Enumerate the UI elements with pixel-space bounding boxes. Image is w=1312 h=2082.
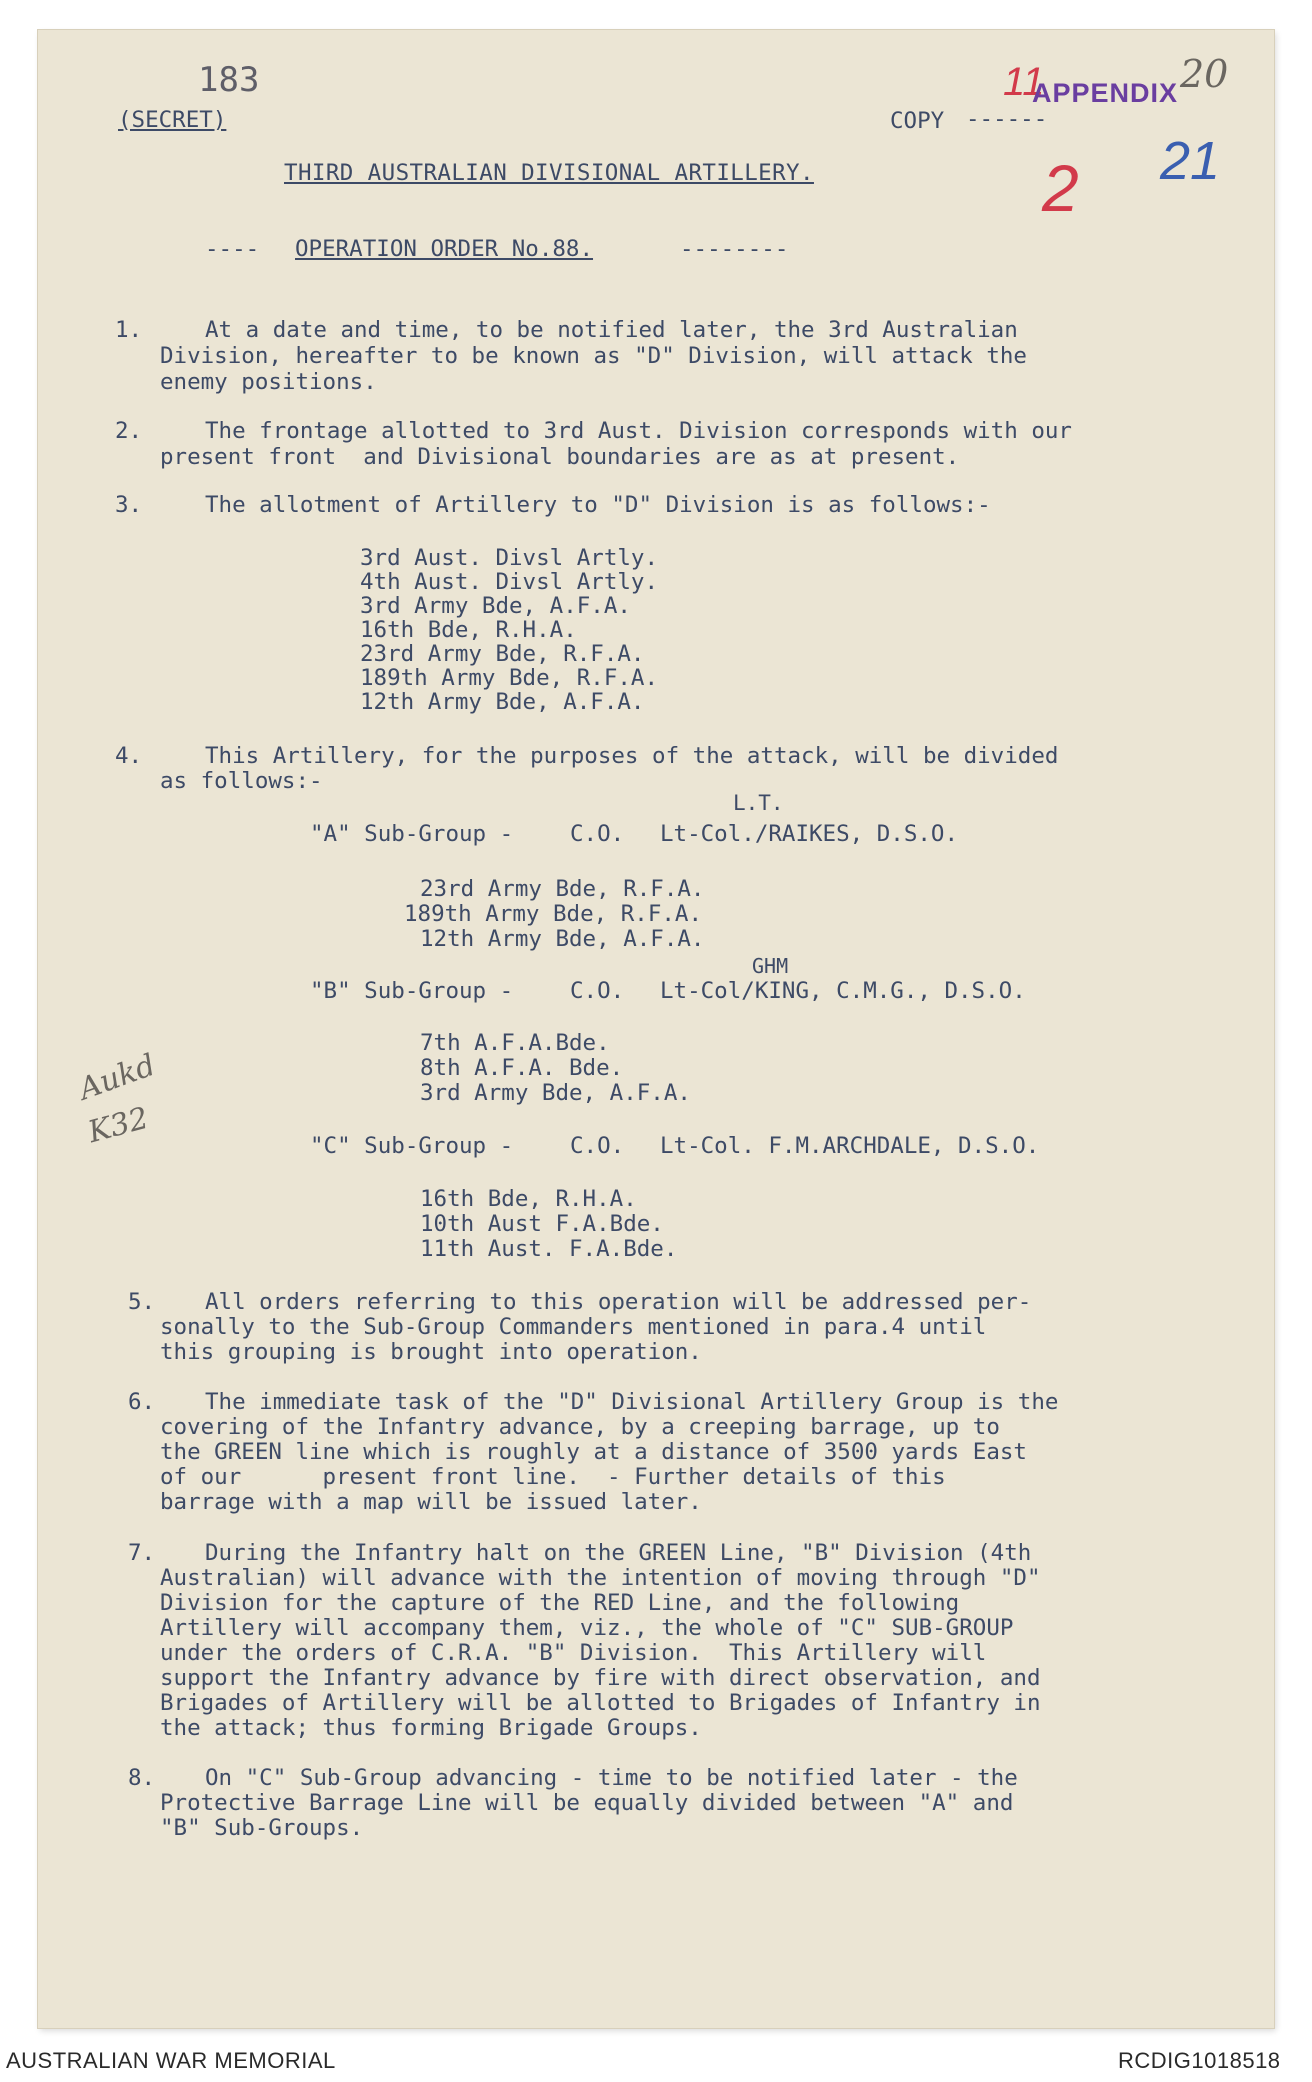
- red-numeral-top: 11: [1003, 60, 1045, 104]
- para-line: enemy positions.: [160, 369, 377, 395]
- subgroup-commander: Lt-Col/KING, C.M.G., D.S.O.: [660, 978, 1026, 1004]
- para-line: this grouping is brought into operation.: [160, 1339, 702, 1365]
- para-line: At a date and time, to be notified later, the 3rd Australian: [205, 317, 1018, 343]
- handwritten-insert: L.T.: [733, 791, 784, 815]
- para-line: The frontage allotted to 3rd Aust. Division corresponds with our: [205, 418, 1072, 444]
- document-title: THIRD AUSTRALIAN DIVISIONAL ARTILLERY.: [284, 160, 814, 186]
- subgroup-co: C.O.: [570, 1133, 625, 1159]
- para-line: Division for the capture of the RED Line, and the following: [160, 1590, 960, 1616]
- para-line: barrage with a map will be issued later.: [160, 1489, 702, 1515]
- blue-numeral: 21: [1160, 131, 1221, 191]
- subgroup-commander: Lt-Col./RAIKES, D.S.O.: [660, 821, 959, 847]
- margin-pencil-note: K32: [84, 1100, 153, 1151]
- para-line: covering of the Infantry advance, by a creeping barrage, up to: [160, 1414, 1000, 1440]
- para-line: Australian) will advance with the intention of moving through "D": [160, 1565, 1041, 1591]
- subgroup-label: "C" Sub-Group -: [310, 1133, 514, 1159]
- subgroup-unit: 12th Army Bde, A.F.A.: [420, 926, 705, 952]
- subgroup-unit: 23rd Army Bde, R.F.A.: [420, 876, 705, 902]
- copy-label: COPY: [890, 108, 945, 134]
- handwritten-insert: GHM: [752, 954, 789, 978]
- para-line: Artillery will accompany them, viz., the whole of "C" SUB-GROUP: [160, 1615, 1014, 1641]
- order-prefix: ----: [205, 236, 260, 262]
- para-number: 4.: [115, 743, 143, 769]
- footer-source: AUSTRALIAN WAR MEMORIAL: [6, 2048, 336, 2073]
- para-line: the GREEN line which is roughly at a distance of 3500 yards East: [160, 1439, 1027, 1465]
- para-number: 6.: [128, 1389, 156, 1415]
- allotment-item: 23rd Army Bde, R.F.A.: [360, 641, 645, 667]
- para-number: 3.: [115, 492, 143, 518]
- para-line: This Artillery, for the purposes of the attack, will be divided: [205, 743, 1059, 769]
- para-line: Brigades of Artillery will be allotted to Brigades of Infantry in: [160, 1690, 1041, 1716]
- pencil-numeral: 20: [1180, 52, 1229, 96]
- allotment-item: 12th Army Bde, A.F.A.: [360, 689, 645, 715]
- allotment-item: 16th Bde, R.H.A.: [360, 617, 577, 643]
- subgroup-unit: 3rd Army Bde, A.F.A.: [420, 1080, 691, 1106]
- para-line: Division, hereafter to be known as "D" Division, will attack the: [160, 343, 1027, 369]
- subgroup-unit: 16th Bde, R.H.A.: [420, 1186, 637, 1212]
- para-line: present front and Divisional boundaries are as at present.: [160, 444, 960, 470]
- subgroup-unit: 11th Aust. F.A.Bde.: [420, 1236, 678, 1262]
- subgroup-unit: 189th Army Bde, R.F.A.: [404, 901, 703, 927]
- subgroup-co: C.O.: [570, 821, 625, 847]
- para-line: as follows:-: [160, 768, 323, 794]
- subgroup-label: "A" Sub-Group -: [310, 821, 514, 847]
- para-line: sonally to the Sub-Group Commanders mentioned in para.4 until: [160, 1314, 987, 1340]
- subgroup-unit: 10th Aust F.A.Bde.: [420, 1211, 664, 1237]
- copy-blank: ------: [966, 106, 1048, 132]
- allotment-item: 3rd Aust. Divsl Artly.: [360, 545, 659, 571]
- para-line: The allotment of Artillery to "D" Division is as follows:-: [205, 492, 991, 518]
- order-suffix: --------: [680, 236, 789, 262]
- subgroup-commander: Lt-Col. F.M.ARCHDALE, D.S.O.: [660, 1133, 1040, 1159]
- para-number: 1.: [115, 317, 143, 343]
- para-line: under the orders of C.R.A. "B" Division. This Artillery will: [160, 1640, 987, 1666]
- allotment-item: 3rd Army Bde, A.F.A.: [360, 593, 631, 619]
- para-line: "B" Sub-Groups.: [160, 1815, 364, 1841]
- para-number: 8.: [128, 1765, 156, 1791]
- para-line: the attack; thus forming Brigade Groups.: [160, 1715, 702, 1741]
- secret-label: (SECRET): [118, 107, 227, 133]
- allotment-item: 189th Army Bde, R.F.A.: [360, 665, 659, 691]
- para-number: 5.: [128, 1289, 156, 1315]
- para-line: of our present front line. - Further details of this: [160, 1464, 946, 1490]
- appendix-stamp: APPENDIX: [1032, 78, 1179, 108]
- subgroup-label: "B" Sub-Group -: [310, 978, 514, 1004]
- para-line: The immediate task of the "D" Divisional Artillery Group is the: [205, 1389, 1059, 1415]
- para-line: All orders referring to this operation will be addressed per-: [205, 1289, 1032, 1315]
- para-line: On "C" Sub-Group advancing - time to be notified later - the: [205, 1765, 1018, 1791]
- footer-identifier: RCDIG1018518: [1118, 2048, 1281, 2073]
- para-line: support the Infantry advance by fire with direct observation, and: [160, 1665, 1041, 1691]
- para-line: During the Infantry halt on the GREEN Line, "B" Division (4th: [205, 1540, 1032, 1566]
- red-numeral: 2: [1042, 151, 1079, 225]
- subgroup-unit: 7th A.F.A.Bde.: [420, 1030, 610, 1056]
- subgroup-co: C.O.: [570, 978, 625, 1004]
- margin-pencil-note: Aukd: [74, 1047, 160, 1108]
- para-number: 7.: [128, 1540, 156, 1566]
- para-number: 2.: [115, 418, 143, 444]
- allotment-item: 4th Aust. Divsl Artly.: [360, 569, 659, 595]
- folio-number: 183: [198, 60, 260, 100]
- subgroup-unit: 8th A.F.A. Bde.: [420, 1055, 624, 1081]
- para-line: Protective Barrage Line will be equally divided between "A" and: [160, 1790, 1014, 1816]
- order-title: OPERATION ORDER No.88.: [295, 236, 594, 262]
